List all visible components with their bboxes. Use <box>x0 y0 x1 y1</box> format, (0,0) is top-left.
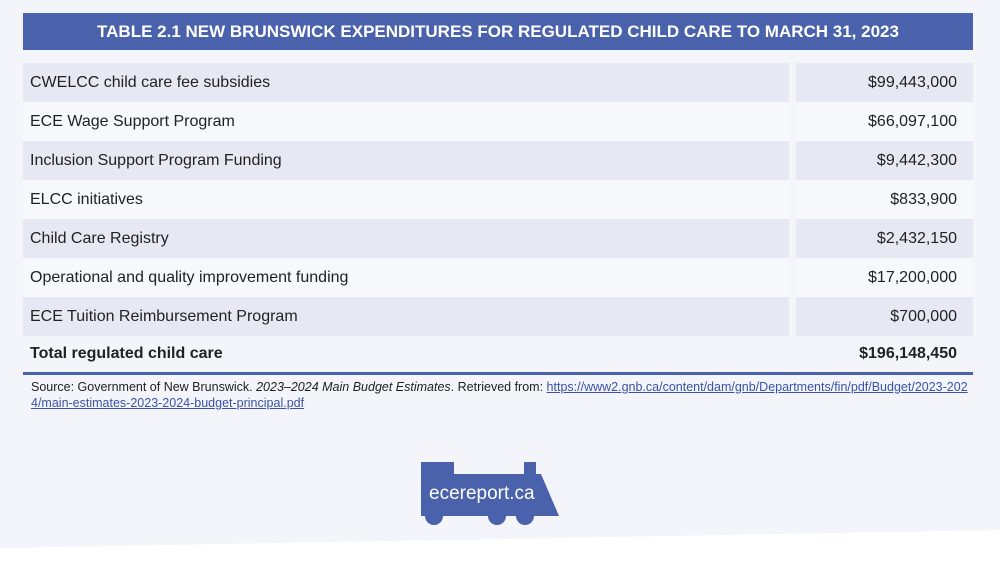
row-label: CWELCC child care fee subsidies <box>23 63 796 102</box>
expenditure-table <box>23 63 973 375</box>
logo-text: ecereport.ca <box>429 483 535 504</box>
total-value: $196,148,450 <box>796 336 973 372</box>
table-row <box>23 258 973 297</box>
row-label: Operational and quality improvement funding <box>23 258 796 297</box>
row-value: $833,900 <box>796 180 973 219</box>
row-value: $9,442,300 <box>796 141 973 180</box>
table-row <box>23 63 973 102</box>
table-row <box>23 297 973 336</box>
total-row <box>23 336 973 375</box>
source-prefix: Source: Government of New Brunswick. <box>31 380 257 394</box>
row-value: $700,000 <box>796 297 973 336</box>
source-document: 2023–2024 Main Budget Estimates <box>256 380 451 394</box>
row-label: Child Care Registry <box>23 219 796 258</box>
row-value: $2,432,150 <box>796 219 973 258</box>
source-mid: . Retrieved from: <box>450 380 547 394</box>
table-row <box>23 102 973 141</box>
row-value: $99,443,000 <box>796 63 973 102</box>
source-link[interactable]: https://www2.gnb.ca/content/dam/gnb/Departments/fin/pdf/Budget/2023-2024/main-estimates-2023-2024-budget-principal.pdf <box>31 380 968 410</box>
table-row <box>23 141 973 180</box>
row-label: ECE Wage Support Program <box>23 102 796 141</box>
ecereport-logo <box>420 458 562 533</box>
row-value: $17,200,000 <box>796 258 973 297</box>
row-label: ELCC initiatives <box>23 180 796 219</box>
source-note <box>31 379 971 411</box>
table-row <box>23 219 973 258</box>
row-label: Inclusion Support Program Funding <box>23 141 796 180</box>
row-value: $66,097,100 <box>796 102 973 141</box>
total-label: Total regulated child care <box>23 336 796 372</box>
table-title: TABLE 2.1 NEW BRUNSWICK EXPENDITURES FOR REGULATED CHILD CARE TO MARCH 31, 2023 <box>23 13 973 50</box>
row-label: ECE Tuition Reimbursement Program <box>23 297 796 336</box>
table-row <box>23 180 973 219</box>
